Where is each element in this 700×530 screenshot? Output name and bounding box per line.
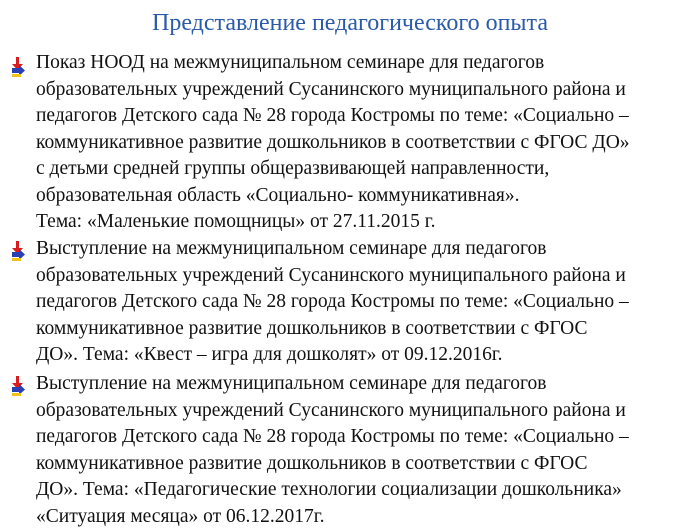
item-line: ДО». Тема: «Квест – игра для дошколят» от 09.12.2016г. — [36, 344, 503, 365]
item-line: педагогов Детского сада № 28 города Костромы по теме: «Социально – — [36, 105, 629, 126]
bullet-base-shape — [12, 393, 21, 396]
item-line: с детьми средней группы общеразвивающей направленности, — [36, 158, 550, 179]
item-line: коммуникативное развитие дошкольников в соответствии с ФГОС — [36, 452, 588, 474]
item-line: коммуникативное развитие дошкольников в соответствии с ФГОС ДО» — [36, 131, 630, 153]
arrow-bullet-icon — [10, 239, 32, 263]
item-line: педагогов Детского сада № 28 города Костромы по теме: «Социально – — [36, 426, 629, 447]
arrow-bullet-icon — [10, 55, 32, 79]
item-text — [36, 50, 696, 236]
item-line: ДО». Тема: «Педагогические технологии социализации дошкольника» — [36, 479, 622, 500]
item-line: образовательных учреждений Сусанинского муниципального района и — [36, 264, 626, 286]
item-text — [36, 236, 696, 369]
arrow-bullet-icon — [10, 374, 32, 398]
item-line: Выступление на межмуниципальном семинаре для педагогов — [36, 238, 547, 259]
bullet-base-shape — [12, 74, 21, 77]
item-line: Тема: «Маленькие помощницы» от 27.11.2015 г. — [36, 211, 436, 232]
item-line: Показ НООД на межмуниципальном семинаре для педагогов — [36, 52, 545, 73]
item-line: педагогов Детского сада № 28 города Костромы по теме: «Социально – — [36, 291, 629, 312]
bullet-base-shape — [12, 258, 21, 261]
item-line: образовательных учреждений Сусанинского муниципального района и — [36, 78, 626, 100]
item-line: «Ситуация месяца» от 06.12.2017г. — [36, 505, 325, 527]
item-line: образовательная область «Социально- коммуникативная». — [36, 184, 520, 206]
item-line: коммуникативное развитие дошкольников в соответствии с ФГОС — [36, 317, 588, 339]
item-text — [36, 371, 696, 530]
item-line: образовательных учреждений Сусанинского муниципального района и — [36, 399, 626, 421]
item-line: Выступление на межмуниципальном семинаре для педагогов — [36, 373, 547, 394]
page-title: Представление педагогического опыта — [152, 10, 548, 36]
